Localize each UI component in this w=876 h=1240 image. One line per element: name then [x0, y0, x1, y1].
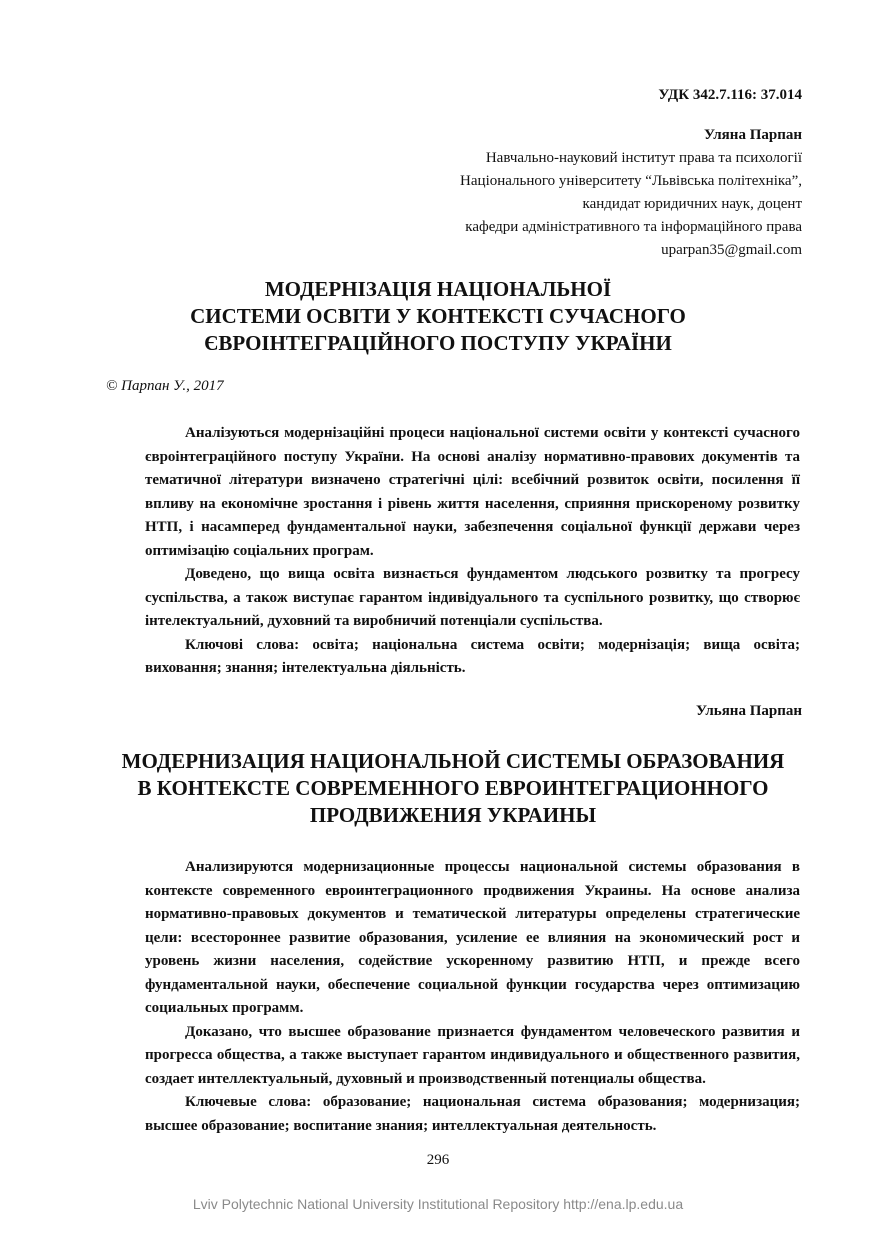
article-title-ru	[90, 748, 816, 829]
author-email: uparpan35@gmail.com	[661, 242, 802, 258]
abstract-paragraph: Доказано, что высшее образование признается фундаментом человеческого развития и прогресса общества, а также выступает гарантом индивидуального и общественного развития, создает интеллектуальный, духовный и производственный потенциалы общества.	[145, 1023, 800, 1087]
abstract-uk	[145, 422, 800, 681]
affiliation-line: кафедри адміністративного та інформаційного права	[465, 219, 802, 235]
author-name-ru: Ульяна Парпан	[696, 703, 802, 719]
abstract-paragraph: Анализируются модернизационные процессы национальной системы образования в контексте современного евроинтеграционного продвижения Украины. На основе анализа нормативно-правовых документов и тематической литературы определены стратегические цели: всестороннее развитие образования, усиление ее влияния на экономический рост и уровень жизни населения, содействие ускоренному развитию НТП, и прежде всего фундаментальной науки, обеспечение социальной функции государства через оптимизацию социальных программ.	[145, 859, 800, 1016]
affiliation-line: Національного університету “Львівська політехніка”,	[460, 173, 802, 189]
title-line: ПРОДВИЖЕНИЯ УКРАИНЫ	[309, 803, 597, 827]
page-number: 296	[426, 1152, 450, 1168]
title-line: В КОНТЕКСТЕ СОВРЕМЕННОГО ЕВРОИНТЕГРАЦИОННОГО	[137, 776, 769, 800]
udc-code: УДК 342.7.116: 37.014	[658, 87, 802, 103]
title-line: МОДЕРНИЗАЦИЯ НАЦИОНАЛЬНОЙ СИСТЕМЫ ОБРАЗОВАНИЯ	[121, 749, 785, 773]
article-title-uk	[120, 276, 756, 357]
copyright-notice: © Парпан У., 2017	[106, 378, 224, 394]
affiliation-line: Навчально-науковий інститут права та психології	[485, 150, 802, 166]
abstract-ru	[145, 856, 800, 1138]
keywords-ru: Ключевые слова: образование; национальная система образования; модернизация; высшее образование; воспитание знания; интеллектуальная деятельность.	[145, 1094, 800, 1134]
affiliation-line: кандидат юридичних наук, доцент	[582, 196, 802, 212]
author-affiliation	[460, 124, 802, 262]
keywords-uk: Ключові слова: освіта; національна система освіти; модернізація; вища освіта; виховання; знання; інтелектуальна діяльність.	[145, 636, 800, 676]
abstract-paragraph: Аналізуються модернізаційні процеси національної системи освіти у контексті сучасного євроінтеграційного поступу України. На основі аналізу нормативно-правових документів та тематичної літератури визначено стратегічні цілі: всебічний розвиток освіти, посилення її впливу на економічне зростання і рівень життя населення, сприяння прискореному розвитку НТП, і насамперед фундаментальної науки, забезпечення соціальної функції держави через оптимізацію соціальних програм.	[145, 425, 800, 559]
repository-footer: Lviv Polytechnic National University Institutional Repository http://ena.lp.edu.ua	[192, 1196, 684, 1212]
title-line: СИСТЕМИ ОСВІТИ У КОНТЕКСТІ СУЧАСНОГО	[190, 304, 686, 328]
title-line: МОДЕРНІЗАЦІЯ НАЦІОНАЛЬНОЇ	[264, 277, 612, 301]
abstract-paragraph: Доведено, що вища освіта визнається фундаментом людського розвитку та прогресу суспільства, а також виступає гарантом індивідуального та суспільного розвитку, що створює інтелектуальний, духовний та виробничий потенціали суспільства.	[145, 566, 800, 629]
author-name-uk: Уляна Парпан	[703, 127, 802, 143]
title-line: ЄВРОІНТЕГРАЦІЙНОГО ПОСТУПУ УКРАЇНИ	[204, 331, 672, 355]
